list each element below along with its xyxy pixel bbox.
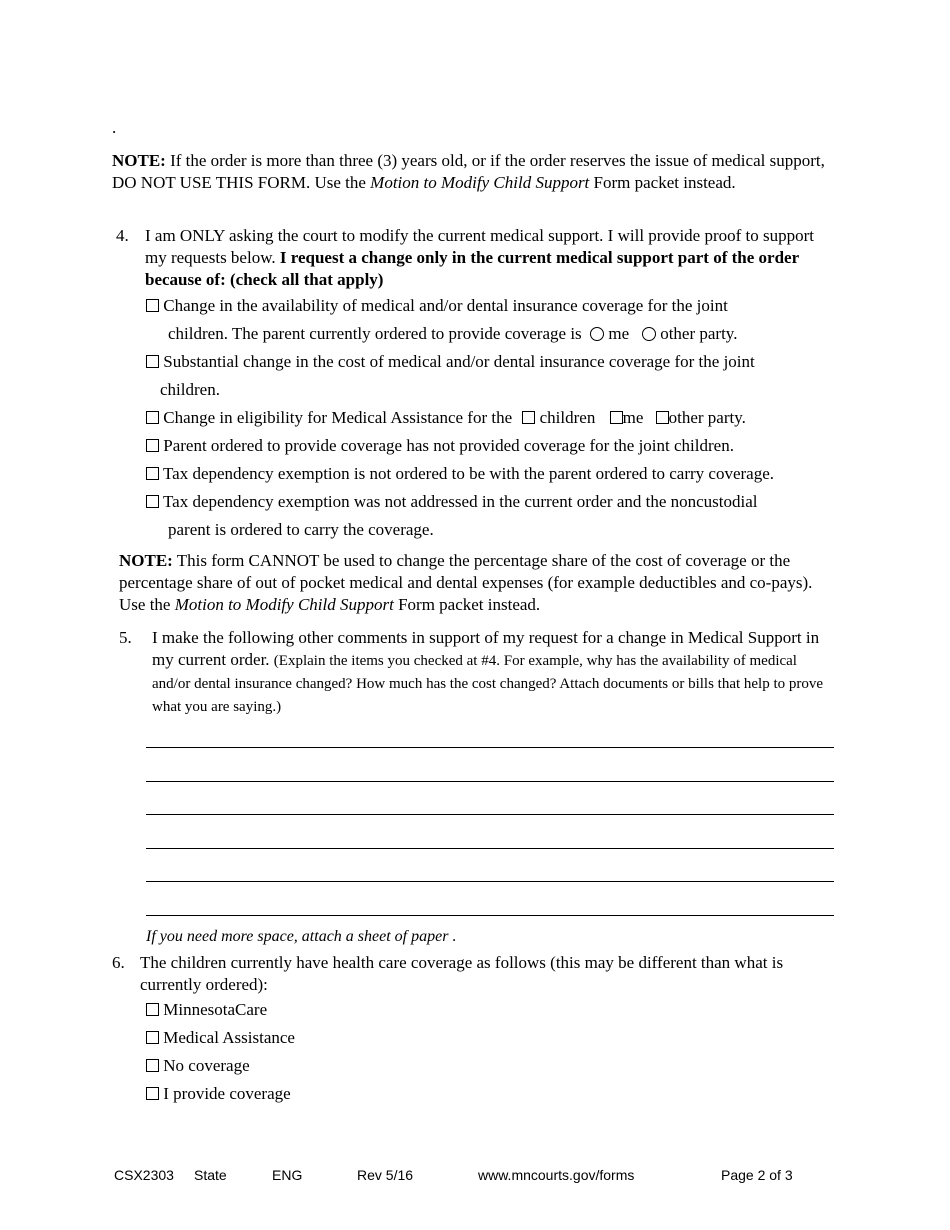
radio-me[interactable] — [590, 327, 604, 341]
comment-line[interactable] — [146, 848, 834, 849]
note-text-end: Form packet instead. — [589, 173, 736, 192]
note2-text-end: Form packet instead. — [393, 595, 541, 614]
note-medical-support — [112, 150, 834, 194]
item-5-number: 5. — [119, 628, 132, 647]
option-not-provided-text: Parent ordered to provide coverage has not provided coverage for the joint children. — [163, 436, 734, 455]
note2-label: NOTE: — [119, 551, 173, 570]
checkbox-tax-not-addressed[interactable] — [146, 495, 159, 508]
option-eligibility-text: Change in eligibility for Medical Assistance for the — [163, 408, 513, 427]
option-cost-change — [146, 352, 755, 372]
checkbox-i-provide-coverage[interactable] — [146, 1087, 159, 1100]
option-cost-line1: Substantial change in the cost of medical and/or dental insurance coverage for the joint — [163, 352, 755, 371]
checkbox-other-party-label: other party. — [668, 408, 746, 427]
item-5-body: I make the following other comments in support of my request for a change in Medical Support in my current order. — [152, 628, 820, 669]
item-6-number: 6. — [112, 953, 125, 972]
footer-language: ENG — [272, 1167, 303, 1183]
footer-url[interactable]: www.mncourts.gov/forms — [478, 1167, 635, 1183]
footer-form-code: CSX2303 — [114, 1167, 174, 1183]
coverage-option — [146, 1084, 291, 1104]
option-tax-not-ordered — [146, 464, 774, 484]
comment-line[interactable] — [146, 747, 834, 748]
coverage-option — [146, 1056, 250, 1076]
option-cost-line2: children. — [160, 380, 220, 399]
note-percentage-share — [119, 550, 839, 616]
checkbox-not-provided[interactable] — [146, 439, 159, 452]
checkbox-minnesotacare[interactable] — [146, 1003, 159, 1016]
note-text: If the order is more than three (3) years old, or if the order reserves the issue of medical support, DO NOT USE THIS FORM. Use the — [112, 151, 825, 192]
item-5-instructions: (Explain the items you checked at #4. For example, why has the availability of medical and/or dental insurance changed? How much has the cost changed? Attach documents or bills that help to prove what you are saying.) — [152, 653, 824, 715]
item-4-text — [145, 225, 835, 291]
coverage-option — [146, 1028, 295, 1048]
checkbox-eligibility-change[interactable] — [146, 411, 159, 424]
comment-line[interactable] — [146, 915, 834, 916]
more-space-note: If you need more space, attach a sheet of paper . — [146, 928, 457, 945]
item-5-text — [152, 627, 832, 718]
coverage-parent-text: children. The parent currently ordered to provide coverage is — [168, 324, 582, 343]
option-availability-change — [146, 296, 728, 316]
coverage-option-label: I provide coverage — [163, 1084, 291, 1103]
item-6-text: The children currently have health care coverage as follows (this may be different than what is currently ordered): — [140, 953, 784, 994]
radio-other-party-label: other party. — [660, 324, 738, 343]
checkbox-no-coverage[interactable] — [146, 1059, 159, 1072]
option-availability-line2 — [168, 324, 737, 344]
coverage-option — [146, 1000, 267, 1020]
radio-other-party[interactable] — [642, 327, 656, 341]
coverage-option-label: No coverage — [163, 1056, 250, 1075]
checkbox-me[interactable] — [610, 411, 623, 424]
checkbox-cost-change[interactable] — [146, 355, 159, 368]
checkbox-children-label: children — [539, 408, 596, 427]
checkbox-children[interactable] — [522, 411, 535, 424]
option-tax-not-addressed-line2: parent is ordered to carry the coverage. — [168, 520, 434, 539]
footer-state: State — [194, 1167, 227, 1183]
coverage-option-label: Medical Assistance — [163, 1028, 295, 1047]
checkbox-medical-assistance[interactable] — [146, 1031, 159, 1044]
coverage-option-label: MinnesotaCare — [163, 1000, 268, 1019]
item-4-number: 4. — [116, 226, 129, 245]
checkbox-availability-change[interactable] — [146, 299, 159, 312]
radio-me-label: me — [608, 324, 630, 343]
footer-revision: Rev 5/16 — [357, 1167, 414, 1183]
checkbox-tax-not-ordered[interactable] — [146, 467, 159, 480]
checkbox-me-label: me — [622, 408, 644, 427]
note2-form-name: Motion to Modify Child Support — [174, 595, 394, 614]
checkbox-other-party[interactable] — [656, 411, 669, 424]
note-label: NOTE: — [112, 151, 166, 170]
option-availability-line1: Change in the availability of medical and/or dental insurance coverage for the joint — [163, 296, 728, 315]
option-eligibility-change — [146, 408, 746, 428]
comment-line[interactable] — [146, 881, 834, 882]
option-not-provided — [146, 436, 734, 456]
item-4-bold-request: I request a change only in the current medical support part of the order because of: (check all that apply) — [145, 248, 799, 289]
note-form-name: Motion to Modify Child Support — [370, 173, 590, 192]
note2-text: This form CANNOT be used to change the percentage share of the cost of coverage or the percentage share of out of pocket medical and dental expenses (for example deductibles and co-pays). Use the — [119, 551, 813, 614]
option-tax-not-addressed — [146, 492, 758, 512]
option-tax-not-addressed-line1: Tax dependency exemption was not addressed in the current order and the noncustodial — [162, 492, 758, 511]
option-tax-not-ordered-text: Tax dependency exemption is not ordered to be with the parent ordered to carry coverage. — [162, 464, 774, 483]
stray-dot: . — [112, 118, 117, 137]
comment-line[interactable] — [146, 781, 834, 782]
footer-page-number: Page 2 of 3 — [721, 1167, 793, 1183]
comment-line[interactable] — [146, 814, 834, 815]
item-4-body: I am ONLY asking the court to modify the current medical support. I will provide proof to support my requests below. — [145, 226, 815, 267]
